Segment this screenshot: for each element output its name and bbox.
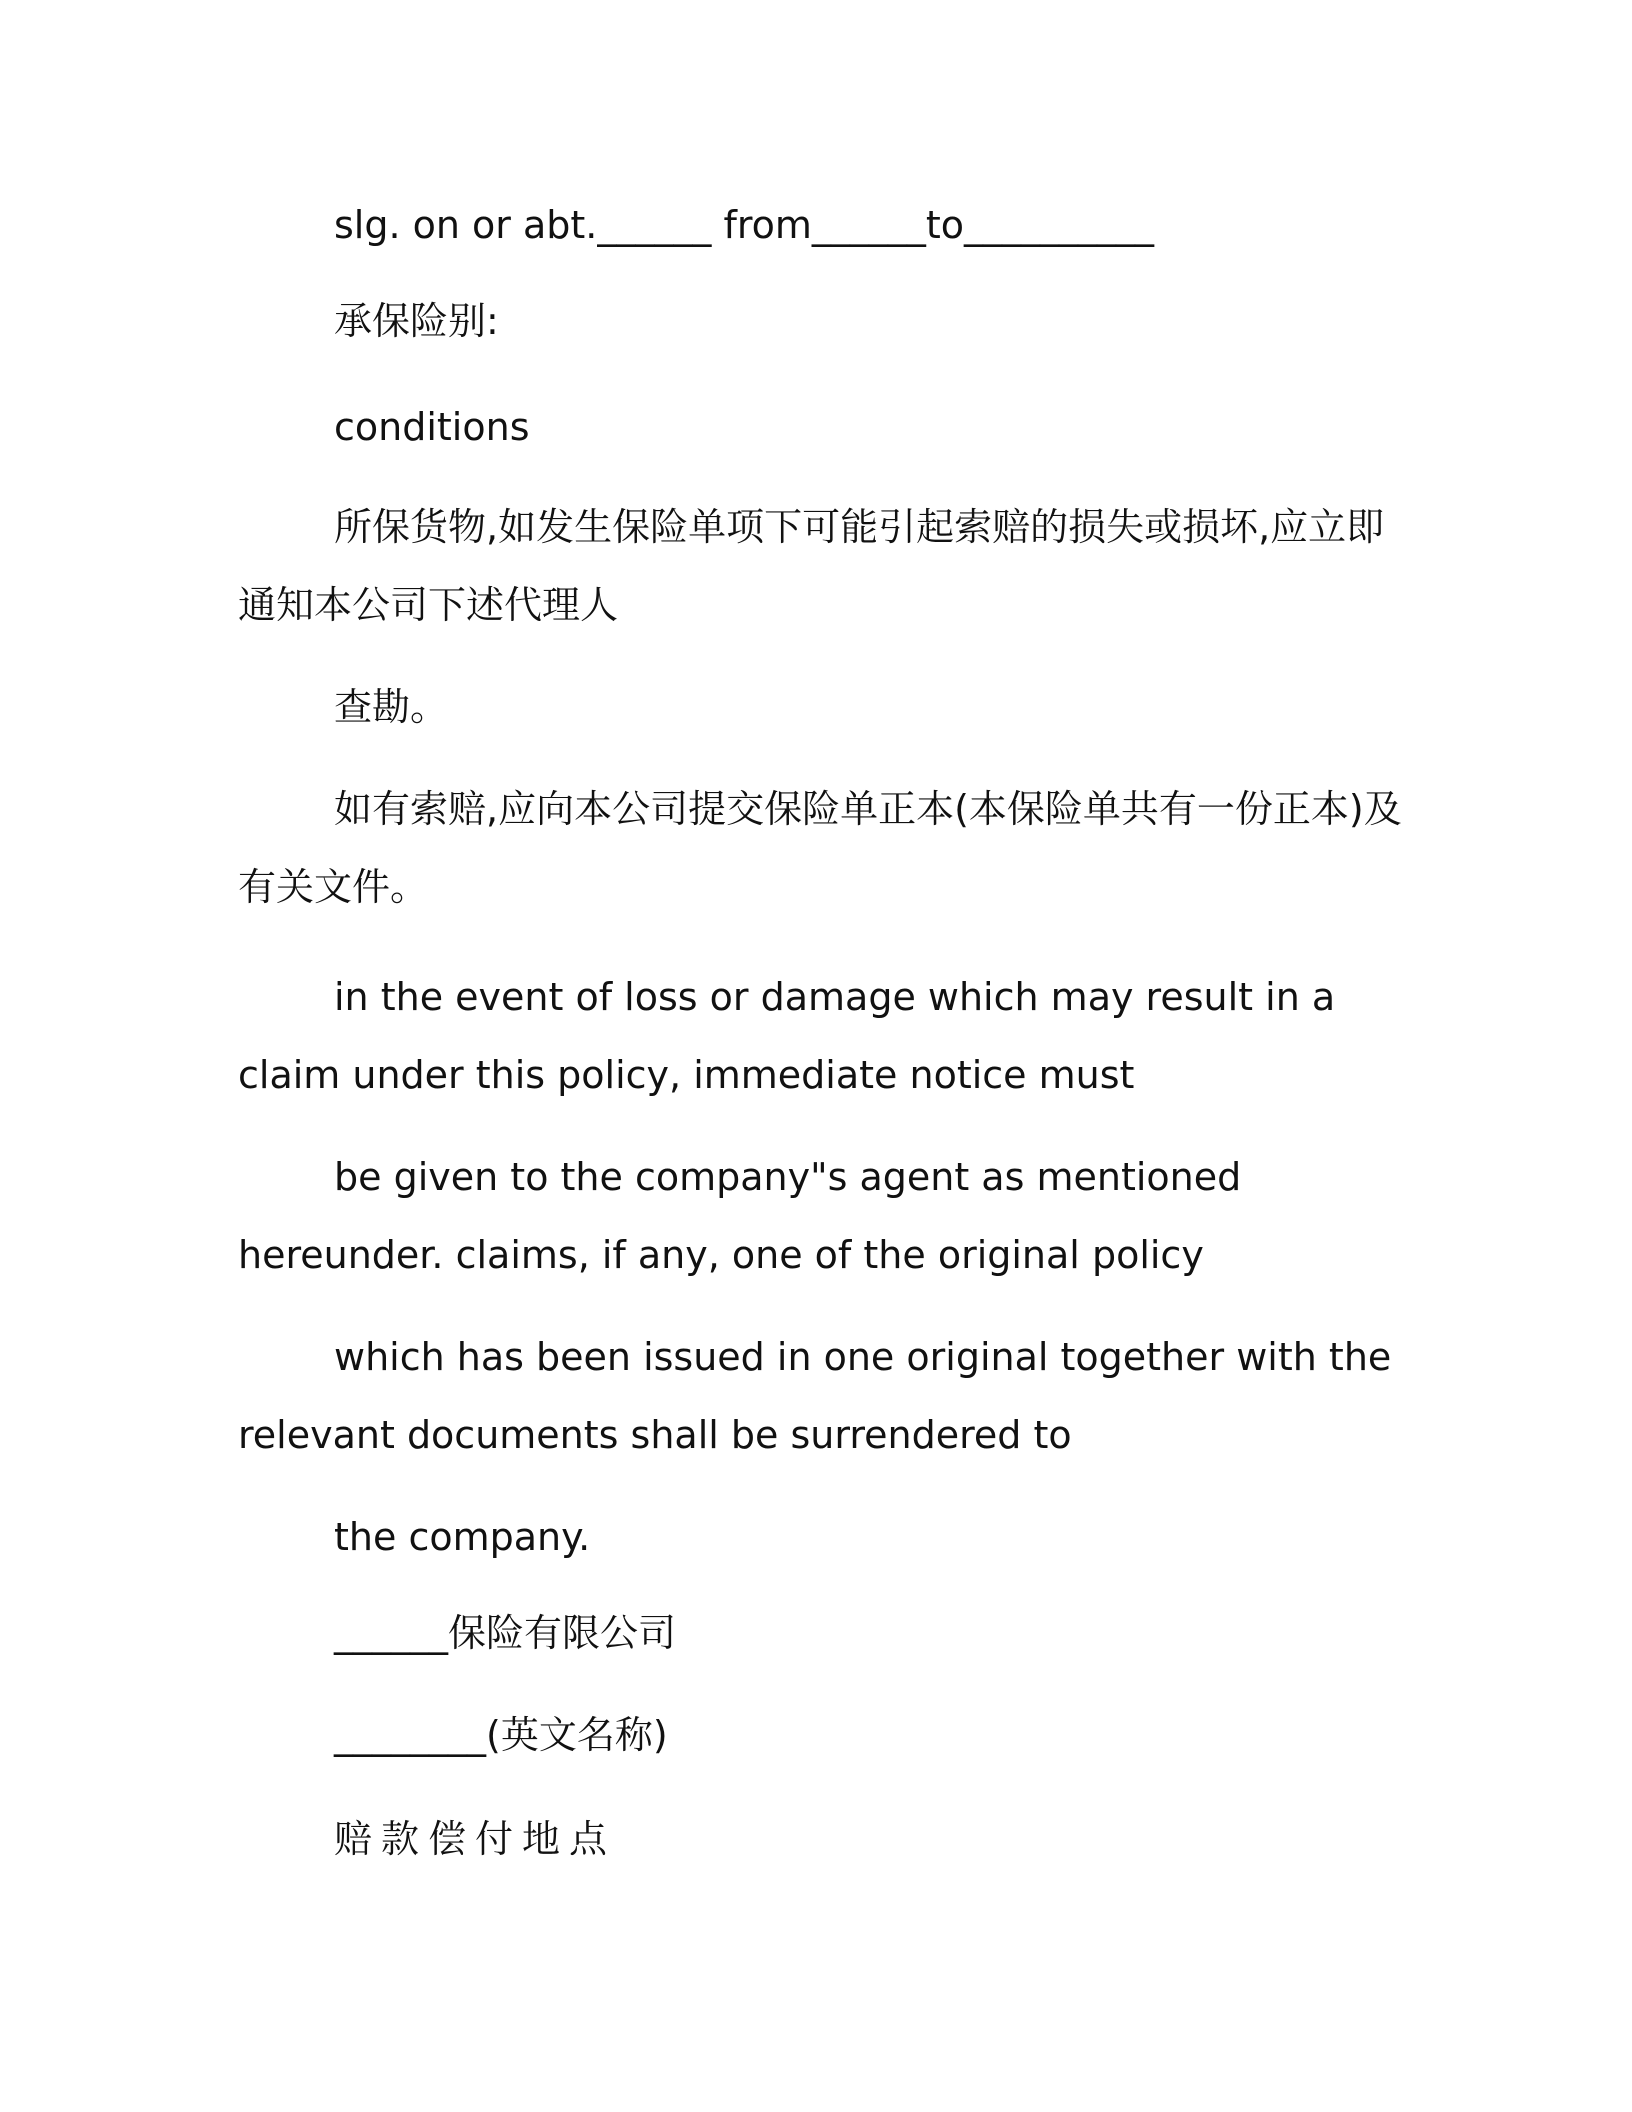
agent-paragraph-en-text: be given to the company"s agent as mentioned hereunder. claims, if any, one of the original policy (238, 1155, 1242, 1277)
original-paragraph-en (238, 1318, 1418, 1474)
company-paragraph-en (238, 1498, 1418, 1576)
notice-paragraph-en-text: in the event of loss or damage which may result in a claim under this policy, immediate notice must (238, 975, 1336, 1097)
conditions-heading-cn-text: 承保险别: (334, 299, 499, 343)
insurer-name-en (238, 1696, 1418, 1774)
claim-place-heading-text: 赔款偿付地点 (334, 1817, 617, 1861)
agent-paragraph-en (238, 1138, 1418, 1294)
conditions-heading-en-text: conditions (334, 405, 530, 449)
conditions-heading-cn (238, 282, 1418, 360)
notice-paragraph-en (238, 958, 1418, 1114)
original-paragraph-en-text: which has been issued in one original together with the relevant documents shall be surrendered to (238, 1335, 1392, 1457)
notice-paragraph-cn-text: 所保货物,如发生保险单项下可能引起索赔的损失或损坏,应立即通知本公司下述代理人 (238, 505, 1385, 627)
company-paragraph-en-text: the company. (334, 1515, 591, 1559)
notice-paragraph-cn (238, 488, 1418, 644)
insurer-name-cn (238, 1594, 1418, 1672)
survey-paragraph-cn (238, 668, 1418, 746)
conditions-heading-en (238, 388, 1418, 466)
claim-place-heading (238, 1800, 1418, 1878)
insurer-name-en-text: ________(英文名称) (334, 1713, 668, 1757)
sailing-date-text: slg. on or abt.______ from______to__________ (334, 203, 1155, 247)
insurer-name-cn-text: ______保险有限公司 (334, 1611, 677, 1655)
sailing-date-line (238, 186, 1418, 264)
claim-paragraph-cn-text: 如有索赔,应向本公司提交保险单正本(本保险单共有一份正本)及有关文件。 (238, 787, 1402, 909)
survey-paragraph-cn-text: 查勘。 (334, 685, 449, 729)
claim-paragraph-cn (238, 770, 1418, 926)
